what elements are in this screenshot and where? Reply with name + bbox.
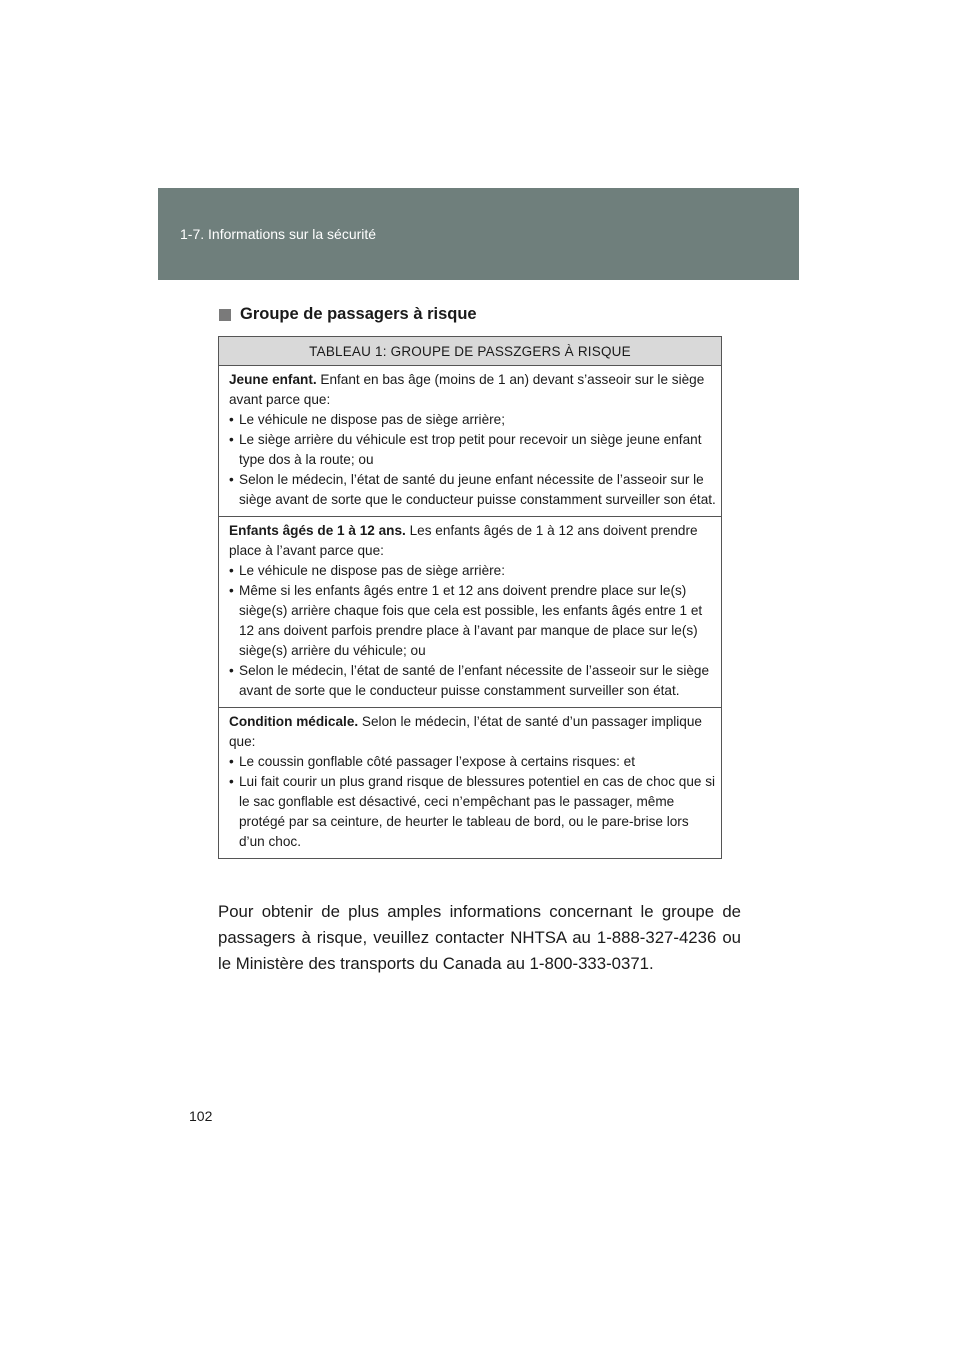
section-heading-text: Groupe de passagers à risque bbox=[240, 305, 477, 323]
row-intro-text: Les enfants âgés de 1 à 12 ans doivent prendre place à l’avant parce que: bbox=[229, 523, 698, 558]
list-item: • Le véhicule ne dispose pas de siège arrière; bbox=[229, 410, 717, 430]
table-row-children-1-12 bbox=[219, 517, 721, 708]
contact-info-paragraph: Pour obtenir de plus amples informations concernant le groupe de passagers à risque, veuillez contacter NHTSA au 1-888-327-4236 ou le Ministère des transports du Canada au 1-800-333-0371. bbox=[218, 901, 741, 973]
row-bullet-list bbox=[229, 410, 717, 510]
chapter-section-title: 1-7. Informations sur la sécurité bbox=[180, 226, 377, 242]
row-intro bbox=[229, 521, 717, 561]
list-item: • Le siège arrière du véhicule est trop petit pour recevoir un siège jeune enfant type dos à la route; ou bbox=[229, 430, 717, 470]
row-intro bbox=[229, 370, 717, 410]
table-row-medical-condition bbox=[219, 708, 721, 858]
row-intro-text: Selon le médecin, l’état de santé d’un passager implique que: bbox=[229, 714, 702, 749]
row-label: Condition médicale. bbox=[229, 714, 359, 729]
list-item: • Selon le médecin, l’état de santé de l’enfant nécessite de l’asseoir sur le siège avant de sorte que le conducteur puisse constamment surveiller son état. bbox=[229, 661, 717, 701]
row-label: Jeune enfant. bbox=[229, 372, 317, 387]
page-number: 102 bbox=[189, 1108, 213, 1124]
list-item: • Même si les enfants âgés entre 1 et 12 ans doivent prendre place sur le(s) siège(s) arrière chaque fois que cela est possible, les enfants âgés entre 1 et 12 ans doivent parfois prendre place à l’avant par manque de place sur le(s) siège(s) arrière du véhicule; ou bbox=[229, 581, 717, 661]
row-bullet-list bbox=[229, 752, 717, 852]
chapter-header-band bbox=[158, 188, 799, 280]
list-item: • Le coussin gonflable côté passager l’expose à certains risques: et bbox=[229, 752, 717, 772]
square-bullet-icon bbox=[219, 309, 231, 321]
row-intro-text: Enfant en bas âge (moins de 1 an) devant s’asseoir sur le siège avant parce que: bbox=[229, 372, 705, 407]
row-bullet-list bbox=[229, 561, 717, 701]
row-intro bbox=[229, 712, 717, 752]
row-label: Enfants âgés de 1 à 12 ans. bbox=[229, 523, 406, 538]
section-heading bbox=[219, 305, 477, 324]
list-item: • Selon le médecin, l’état de santé du jeune enfant nécessite de l’asseoir sur le siège avant de sorte que le conducteur puisse constamment surveiller son état. bbox=[229, 470, 717, 510]
list-item: • Le véhicule ne dispose pas de siège arrière: bbox=[229, 561, 717, 581]
list-item: • Lui fait courir un plus grand risque de blessures potentiel en cas de choc que si le sac gonflable est désactivé, ceci n’empêchant pas le passager, même protégé par sa ceinture, de heurter le tableau de bord, ou le pare-brise lors d’un choc. bbox=[229, 772, 717, 852]
table-row-young-child bbox=[219, 366, 721, 517]
risk-group-table bbox=[218, 336, 722, 859]
table-title: TABLEAU 1: GROUPE DE PASSZGERS À RISQUE bbox=[219, 337, 721, 366]
